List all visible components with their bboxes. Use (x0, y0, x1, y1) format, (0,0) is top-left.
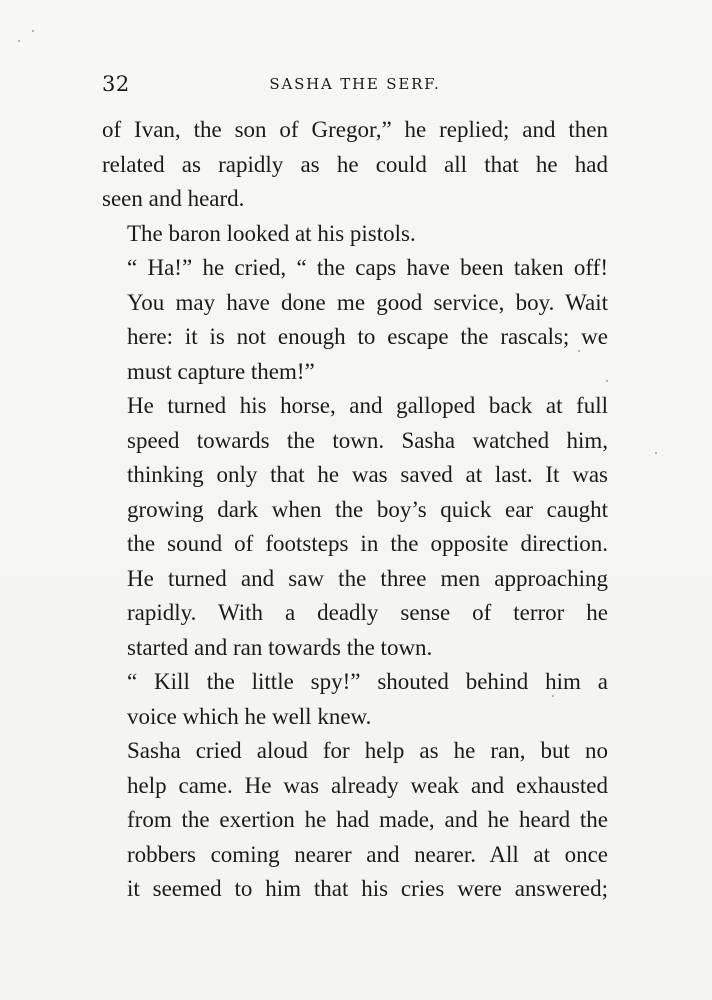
paragraph-3 (102, 251, 608, 389)
text-line: from the exertion he had made, and he heard the (127, 807, 608, 832)
paper-speck (32, 30, 34, 32)
text-line: The baron looked at his pistols. (127, 220, 416, 246)
paper-speck (655, 452, 657, 454)
text-line: it seemed to him that his cries were answered; (127, 876, 608, 901)
paragraph-4 (102, 389, 608, 665)
text-line: thinking only that he was saved at last. It was (127, 462, 608, 487)
page-number: 32 (102, 72, 130, 96)
text-line: started and ran towards the town. (127, 634, 433, 660)
text-line: rapidly. With a deadly sense of terror he (127, 600, 608, 625)
text-line: of Ivan, the son of Gregor,” he replied; and then (102, 117, 608, 142)
page-header (102, 72, 608, 100)
text-line: Sasha cried aloud for help as he ran, but no (127, 738, 608, 763)
text-line: “ Ha!” he cried, “ the caps have been taken off! (127, 255, 608, 280)
running-title: SASHA THE SERF. (269, 75, 441, 93)
paragraph-6 (102, 734, 608, 907)
paragraph-1 (102, 113, 608, 217)
text-line: speed towards the town. Sasha watched him, (127, 427, 608, 453)
text-line: He turned and saw the three men approaching (127, 565, 608, 591)
paper-speck (606, 380, 608, 382)
text-line: He turned his horse, and galloped back at full (127, 393, 608, 418)
paper-speck (552, 695, 554, 697)
text-line: growing dark when the boy’s quick ear caught (127, 496, 608, 522)
text-line: robbers coming nearer and nearer. All at once (127, 841, 608, 867)
text-line: related as rapidly as he could all that he had (102, 151, 608, 177)
paragraph-5 (102, 665, 608, 734)
text-line: “ Kill the little spy!” shouted behind him a (127, 669, 608, 694)
text-line: voice which he well knew. (127, 703, 372, 729)
paper-speck (578, 350, 580, 352)
paper-speck (18, 40, 20, 42)
text-line: here: it is not enough to escape the rascals; we (127, 324, 608, 349)
text-line: You may have done me good service, boy. Wait (127, 289, 608, 315)
text-line: the sound of footsteps in the opposite direction. (127, 531, 608, 556)
text-line: must capture them!” (127, 358, 315, 384)
paragraph-2 (102, 217, 608, 252)
text-line: seen and heard. (102, 186, 245, 211)
text-line: help came. He was already weak and exhausted (127, 772, 608, 798)
body-text (102, 113, 608, 907)
